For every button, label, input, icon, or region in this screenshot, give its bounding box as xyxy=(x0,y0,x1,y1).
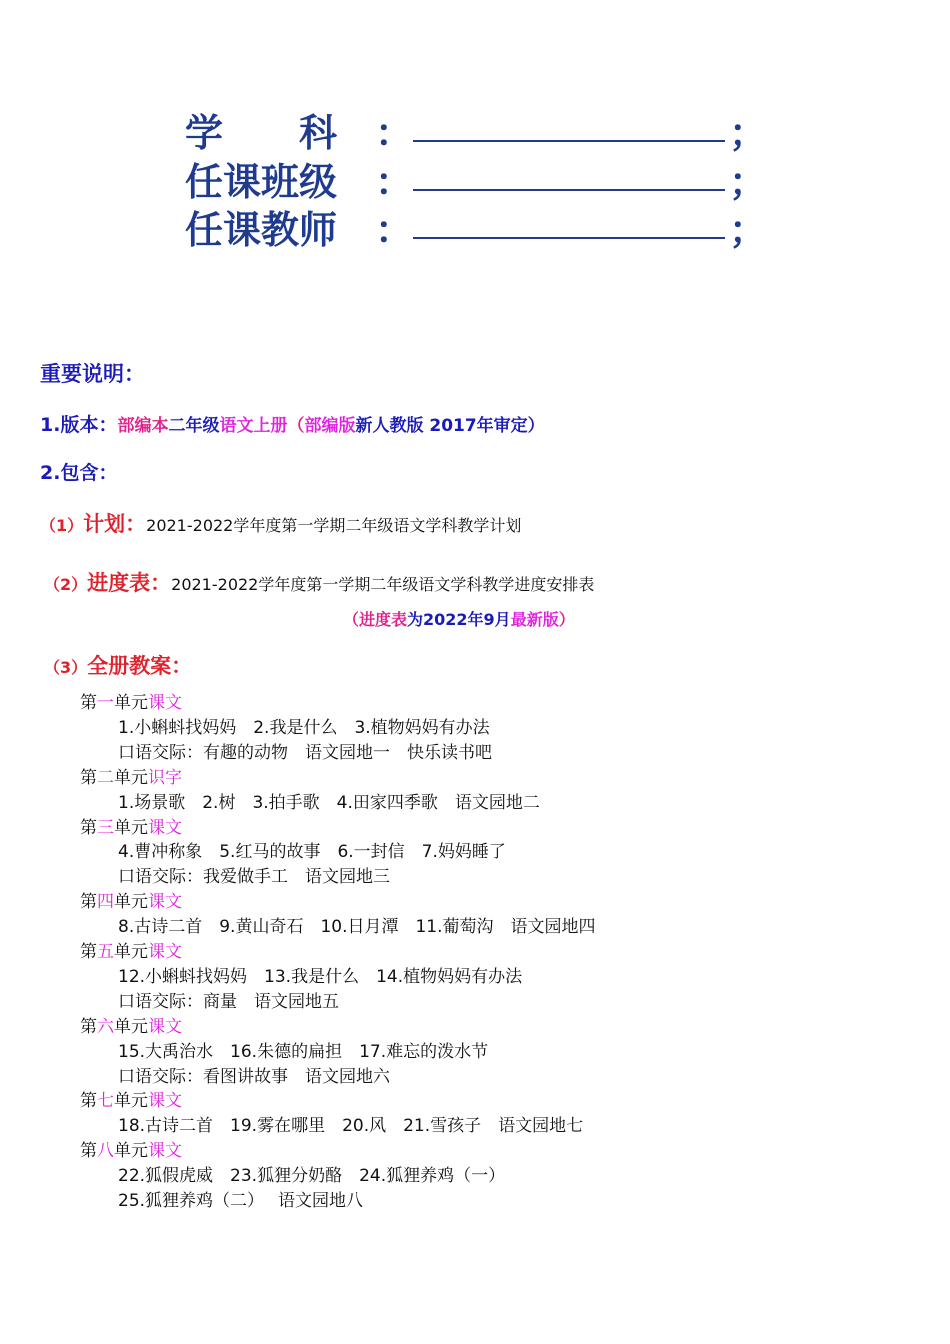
unit-number: 一 xyxy=(97,693,114,713)
unit-heading xyxy=(80,1136,182,1161)
unit-suffix: 单元 xyxy=(114,1016,148,1037)
lesson-line: 口语交际：商量 语文园地五 xyxy=(118,991,339,1012)
unit-number: 六 xyxy=(97,1016,114,1037)
unit-prefix: 第 xyxy=(80,1016,97,1037)
unit-type: 课文 xyxy=(148,1141,182,1162)
lesson-line: 12.小蝌蚪找妈妈 13.我是什么 14.植物妈妈有办法 xyxy=(118,966,523,987)
class-label: 任课班级 xyxy=(185,159,338,204)
unit-prefix: 第 xyxy=(80,942,97,962)
unit-suffix: 单元 xyxy=(114,817,148,838)
version-part1: 部编本 xyxy=(117,416,169,436)
item3-line xyxy=(44,650,192,680)
unit-prefix: 第 xyxy=(80,817,97,838)
version-line xyxy=(40,410,545,437)
class-colon: ： xyxy=(375,159,414,204)
unit-number: 二 xyxy=(97,767,114,788)
unit-type: 课文 xyxy=(148,693,182,713)
version-part2: 二年级 xyxy=(168,416,220,436)
teacher-semicolon: ； xyxy=(729,207,768,252)
item1-line xyxy=(40,508,521,538)
item1-text: 2021-2022学年度第一学期二年级语文学科教学计划 xyxy=(146,516,522,535)
unit-prefix: 第 xyxy=(80,693,97,713)
teacher-colon: ： xyxy=(375,207,414,252)
teacher-label: 任课教师 xyxy=(185,207,338,252)
lesson-line: 口语交际：看图讲故事 语文园地六 xyxy=(118,1066,390,1087)
unit-heading xyxy=(80,887,182,912)
notes-title: 重要说明： xyxy=(40,362,145,386)
unit-suffix: 单元 xyxy=(114,693,148,713)
subject-blank-line[interactable] xyxy=(413,140,725,142)
unit-number: 四 xyxy=(97,892,114,913)
unit-number: 五 xyxy=(97,942,114,962)
lesson-line: 口语交际：有趣的动物 语文园地一 快乐读书吧 xyxy=(118,742,492,763)
unit-prefix: 第 xyxy=(80,1091,97,1112)
lesson-line: 22.狐假虎威 23.狐狸分奶酪 24.狐狸养鸡（一） xyxy=(118,1166,506,1187)
lesson-line: 8.古诗二首 9.黄山奇石 10.日月潭 11.葡萄沟 语文园地四 xyxy=(118,917,596,938)
item1-label: 计划： xyxy=(83,512,147,536)
contains-label: 2.包含： xyxy=(40,462,118,484)
item2-note-d: ） xyxy=(558,610,575,629)
unit-type: 识字 xyxy=(148,767,182,788)
unit-prefix: 第 xyxy=(80,892,97,913)
unit-heading xyxy=(80,688,182,713)
item2-note xyxy=(343,607,575,630)
subject-colon: ： xyxy=(375,110,414,155)
unit-type: 课文 xyxy=(148,1016,182,1037)
version-part3: 语文上册 xyxy=(219,416,288,436)
item3-num: （3） xyxy=(44,658,88,677)
version-part5: 部编版 xyxy=(304,416,356,436)
item2-text: 2021-2022学年度第一学期二年级语文学科教学进度安排表 xyxy=(171,575,595,594)
unit-heading xyxy=(80,813,182,838)
unit-suffix: 单元 xyxy=(114,892,148,913)
version-part6: 新人教版 2017年审定） xyxy=(355,416,545,436)
lesson-line: 15.大禹治水 16.朱德的扁担 17.难忘的泼水节 xyxy=(118,1041,489,1062)
item2-label: 进度表： xyxy=(87,571,172,595)
subject-label: 学 科 xyxy=(185,110,338,155)
unit-number: 八 xyxy=(97,1141,114,1162)
item2-note-b: 为2022年9月 xyxy=(407,610,511,629)
unit-suffix: 单元 xyxy=(114,1091,148,1112)
item3-label: 全册教案： xyxy=(87,654,193,678)
lesson-line: 25.狐狸养鸡（二） 语文园地八 xyxy=(118,1191,363,1211)
unit-prefix: 第 xyxy=(80,1141,97,1162)
unit-prefix: 第 xyxy=(80,767,97,788)
lesson-line: 1.场景歌 2.树 3.拍手歌 4.田家四季歌 语文园地二 xyxy=(118,792,540,813)
unit-heading xyxy=(80,1086,182,1111)
item2-num: （2） xyxy=(44,575,88,594)
version-part4: （ xyxy=(287,416,305,436)
unit-type: 课文 xyxy=(148,942,182,962)
item2-note-c: 最新版 xyxy=(510,610,559,629)
unit-heading xyxy=(80,1012,182,1037)
unit-number: 三 xyxy=(97,817,114,838)
unit-suffix: 单元 xyxy=(114,1141,148,1162)
lesson-line: 口语交际：我爱做手工 语文园地三 xyxy=(118,867,390,888)
lesson-line: 4.曹冲称象 5.红马的故事 6.一封信 7.妈妈睡了 xyxy=(118,842,506,863)
unit-heading xyxy=(80,937,182,962)
lesson-line: 18.古诗二首 19.雾在哪里 20.风 21.雪孩子 语文园地七 xyxy=(118,1116,584,1137)
item2-line xyxy=(44,567,594,597)
unit-suffix: 单元 xyxy=(114,767,148,788)
unit-number: 七 xyxy=(97,1091,114,1112)
unit-type: 课文 xyxy=(148,892,182,913)
subject-semicolon: ； xyxy=(729,110,768,155)
lesson-line: 1.小蝌蚪找妈妈 2.我是什么 3.植物妈妈有办法 xyxy=(118,717,490,738)
item1-num: （1） xyxy=(40,516,84,535)
class-blank-line[interactable] xyxy=(413,189,725,191)
version-prefix: 1.版本： xyxy=(40,414,118,436)
class-semicolon: ； xyxy=(729,159,768,204)
item2-note-a: （进度表 xyxy=(343,610,408,629)
unit-suffix: 单元 xyxy=(114,942,148,962)
unit-type: 课文 xyxy=(148,1091,182,1112)
teacher-blank-line[interactable] xyxy=(413,237,725,239)
unit-type: 课文 xyxy=(148,817,182,838)
unit-heading xyxy=(80,763,182,788)
